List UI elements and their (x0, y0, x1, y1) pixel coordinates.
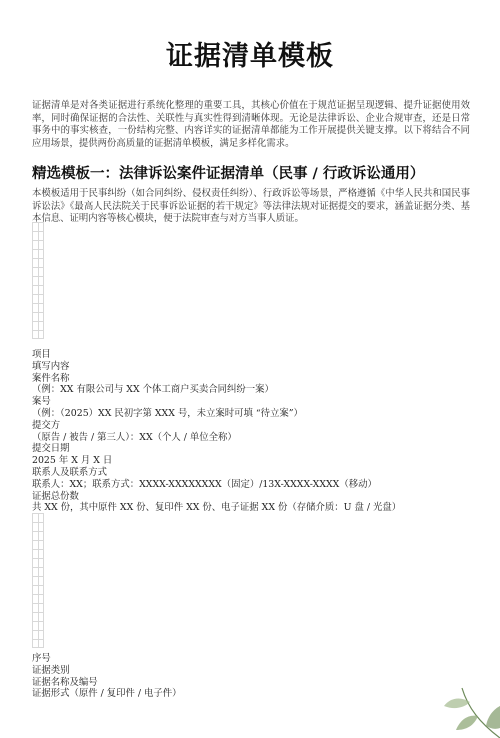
grid-cell (39, 622, 44, 630)
grid-row (32, 267, 44, 276)
grid-cell (39, 223, 44, 231)
grid-row (32, 585, 44, 594)
table-cell-text: 填写内容 (32, 360, 70, 372)
table-cell-text: 案件名称 (32, 372, 70, 384)
grid-row (32, 621, 44, 630)
grid-row (32, 567, 44, 576)
table-cell-text: 共 XX 份，其中原件 XX 份、复印件 XX 份、电子证据 XX 份（存储介质：U 盘 / 光盘） (32, 502, 402, 514)
grid-row (32, 222, 44, 231)
grid-cell (39, 604, 44, 612)
section-description: 本模板适用于民事纠纷（如合同纠纷、侵权责任纠纷）、行政诉讼等场景，严格遵循《中华人民共和国民事诉讼法》《最高人民法院关于民事诉讼证据的若干规定》等法律法规对证据提交的要求，涵盖证据分类、基本信息、证明内容等核心模块，便于法院审查与对方当事人质证。 (32, 188, 470, 224)
grid-cell (39, 331, 44, 338)
grid-row (32, 231, 44, 240)
table-cell-text: 提交日期 (32, 443, 70, 455)
table-cell-text: （原告 / 被告 / 第三人）：XX（个人 / 单位全称） (32, 431, 237, 443)
table-cell-text: 提交方 (32, 419, 61, 431)
grid-cell (39, 532, 44, 540)
table-cell-text: 证据形式（原件 / 复印件 / 电子件） (32, 688, 182, 700)
table-cell-text: 证据名称及编号 (32, 676, 98, 688)
grid-row (32, 312, 44, 321)
grid-row (32, 249, 44, 258)
grid-cell (39, 241, 44, 249)
empty-table-grid (32, 222, 44, 339)
table-cell-text: （例：XX 有限公司与 XX 个体工商户买卖合同纠纷一案） (32, 384, 274, 396)
grid-cell (39, 295, 44, 303)
grid-cell (39, 286, 44, 294)
table-cell-text: 联系人：XX；联系方式：XXXX-XXXXXXXX（固定）/13X-XXXX-XXXX（移动） (32, 478, 377, 490)
section-heading: 精选模板一：法律诉讼案件证据清单（民事 / 行政诉讼通用） (32, 166, 425, 182)
grid-cell (39, 586, 44, 594)
grid-cell (39, 322, 44, 330)
table-cell-text: 序号 (32, 653, 51, 664)
grid-cell (39, 523, 44, 531)
grid-cell (39, 304, 44, 312)
grid-row (32, 522, 44, 531)
grid-row (32, 531, 44, 540)
grid-row (32, 558, 44, 567)
grid-row (32, 576, 44, 585)
grid-cell (39, 313, 44, 321)
grid-cell (39, 277, 44, 285)
grid-row (32, 540, 44, 549)
grid-cell (39, 268, 44, 276)
grid-row (32, 330, 44, 339)
grid-cell (39, 631, 44, 639)
evidence-list-table (32, 653, 472, 700)
grid-row (32, 549, 44, 558)
grid-cell (39, 250, 44, 258)
leaf-decoration-icon (420, 668, 500, 738)
empty-table-grid (32, 513, 44, 648)
grid-row (32, 321, 44, 330)
grid-cell (39, 259, 44, 267)
grid-row (32, 612, 44, 621)
grid-cell (39, 550, 44, 558)
grid-cell (39, 514, 44, 522)
grid-row (32, 303, 44, 312)
grid-row (32, 285, 44, 294)
grid-row (32, 594, 44, 603)
intro-paragraph: 证据清单是对各类证据进行系统化整理的重要工具，其核心价值在于规范证据呈现逻辑、提升证据使用效率，同时确保证据的合法性、关联性与真实性得到清晰体现。无论是法律诉讼、企业合规审查，还是日常事务中的事实核查，一份结构完整、内容详实的证据清单都能为工作开展提供关键支撑。以下将结合不同应用场景，提供两份高质量的证据清单模板，满足多样化需求。 (32, 100, 470, 149)
grid-row (32, 630, 44, 639)
document-title: 证据清单模板 (166, 41, 334, 72)
grid-cell (39, 559, 44, 567)
grid-row (32, 294, 44, 303)
grid-cell (39, 568, 44, 576)
grid-cell (39, 640, 44, 647)
grid-row (32, 639, 44, 648)
grid-row (32, 240, 44, 249)
table-cell-text: 证据类别 (32, 664, 70, 676)
grid-row (32, 258, 44, 267)
table-cell-text: 项目 (32, 349, 51, 360)
table-cell-text: 案号 (32, 396, 51, 408)
table-cell-text: （例：（2025）XX 民初字第 XXX 号，未立案时可填 “待立案”） (32, 407, 303, 419)
table-cell-text: 2025 年 X 月 X 日 (32, 455, 113, 467)
grid-row (32, 513, 44, 522)
grid-row (32, 276, 44, 285)
grid-row (32, 603, 44, 612)
grid-cell (39, 232, 44, 240)
grid-cell (39, 577, 44, 585)
case-info-table (32, 349, 472, 514)
table-cell-text: 证据总份数 (32, 490, 79, 502)
table-cell-text: 联系人及联系方式 (32, 466, 108, 478)
grid-cell (39, 595, 44, 603)
grid-cell (39, 613, 44, 621)
grid-cell (39, 541, 44, 549)
